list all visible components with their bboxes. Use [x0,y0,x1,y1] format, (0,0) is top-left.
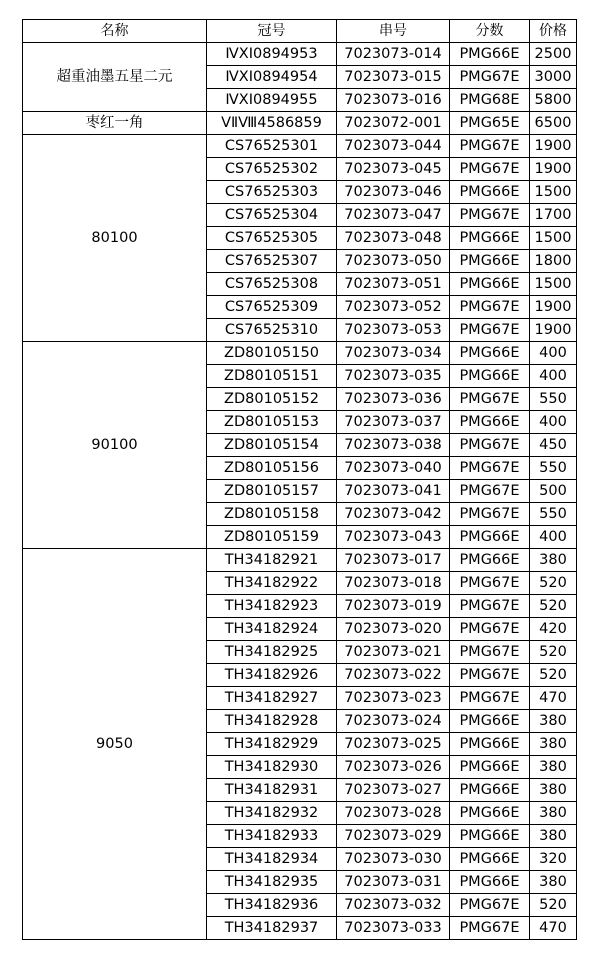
grade-cell: PMG67E [450,503,530,526]
prefix-cell: ZD80105152 [207,388,337,411]
grade-cell: PMG67E [450,618,530,641]
grade-cell: PMG66E [450,848,530,871]
grade-cell: PMG66E [450,43,530,66]
grade-cell: PMG68E [450,89,530,112]
price-cell: 1500 [530,273,577,296]
table-row [23,135,577,158]
price-cell: 400 [530,365,577,388]
header-row [23,20,577,43]
grade-cell: PMG66E [450,227,530,250]
grade-cell: PMG66E [450,526,530,549]
price-cell: 450 [530,434,577,457]
price-cell: 1900 [530,319,577,342]
serial-cell: 7023073-040 [337,457,450,480]
serial-cell: 7023073-035 [337,365,450,388]
header-prefix: 冠号 [207,20,337,43]
table-row [23,342,577,365]
prefix-cell: TH34182926 [207,664,337,687]
serial-cell: 7023073-027 [337,779,450,802]
grade-cell: PMG66E [450,871,530,894]
prefix-cell: CS76525310 [207,319,337,342]
banknote-price-table [22,19,577,940]
grade-cell: PMG67E [450,319,530,342]
serial-cell: 7023073-052 [337,296,450,319]
prefix-cell: CS76525303 [207,181,337,204]
price-cell: 420 [530,618,577,641]
grade-cell: PMG66E [450,756,530,779]
price-cell: 520 [530,572,577,595]
serial-cell: 7023073-024 [337,710,450,733]
prefix-cell: ZD80105158 [207,503,337,526]
prefix-cell: TH34182935 [207,871,337,894]
price-cell: 550 [530,503,577,526]
prefix-cell: CS76525307 [207,250,337,273]
price-cell: 550 [530,457,577,480]
prefix-cell: ⅤⅡⅧ4586859 [207,112,337,135]
price-cell: 380 [530,756,577,779]
grade-cell: PMG66E [450,733,530,756]
serial-cell: 7023073-016 [337,89,450,112]
grade-cell: PMG67E [450,595,530,618]
prefix-cell: TH34182929 [207,733,337,756]
grade-cell: PMG66E [450,273,530,296]
price-cell: 1700 [530,204,577,227]
price-cell: 5800 [530,89,577,112]
serial-cell: 7023073-046 [337,181,450,204]
header-serial: 串号 [337,20,450,43]
price-cell: 400 [530,411,577,434]
serial-cell: 7023073-014 [337,43,450,66]
table-row [23,112,577,135]
table-row [23,549,577,572]
price-cell: 320 [530,848,577,871]
prefix-cell: CS76525302 [207,158,337,181]
prefix-cell: ZD80105154 [207,434,337,457]
serial-cell: 7023073-050 [337,250,450,273]
serial-cell: 7023073-023 [337,687,450,710]
prefix-cell: TH34182931 [207,779,337,802]
grade-cell: PMG65E [450,112,530,135]
price-cell: 1900 [530,135,577,158]
serial-cell: 7023073-031 [337,871,450,894]
price-cell: 6500 [530,112,577,135]
grade-cell: PMG67E [450,434,530,457]
price-cell: 380 [530,871,577,894]
prefix-cell: TH34182922 [207,572,337,595]
grade-cell: PMG66E [450,710,530,733]
price-cell: 380 [530,802,577,825]
grade-cell: PMG67E [450,66,530,89]
grade-cell: PMG67E [450,572,530,595]
table-body [23,43,577,940]
prefix-cell: TH34182933 [207,825,337,848]
price-cell: 520 [530,664,577,687]
serial-cell: 7023073-047 [337,204,450,227]
price-cell: 470 [530,917,577,940]
prefix-cell: ZD80105151 [207,365,337,388]
prefix-cell: TH34182936 [207,894,337,917]
serial-cell: 7023073-017 [337,549,450,572]
price-cell: 1500 [530,181,577,204]
serial-cell: 7023073-033 [337,917,450,940]
serial-cell: 7023072-001 [337,112,450,135]
grade-cell: PMG66E [450,549,530,572]
prefix-cell: CS76525308 [207,273,337,296]
serial-cell: 7023073-032 [337,894,450,917]
serial-cell: 7023073-034 [337,342,450,365]
prefix-cell: ZD80105159 [207,526,337,549]
group-name-cell: 9050 [23,549,207,940]
price-cell: 520 [530,641,577,664]
prefix-cell: TH34182937 [207,917,337,940]
prefix-cell: TH34182923 [207,595,337,618]
price-cell: 2500 [530,43,577,66]
prefix-cell: CS76525304 [207,204,337,227]
serial-cell: 7023073-038 [337,434,450,457]
serial-cell: 7023073-044 [337,135,450,158]
grade-cell: PMG66E [450,342,530,365]
price-cell: 520 [530,894,577,917]
prefix-cell: TH34182928 [207,710,337,733]
price-cell: 400 [530,526,577,549]
serial-cell: 7023073-025 [337,733,450,756]
prefix-cell: ZD80105150 [207,342,337,365]
header-grade: 分数 [450,20,530,43]
grade-cell: PMG67E [450,158,530,181]
price-cell: 520 [530,595,577,618]
grade-cell: PMG67E [450,480,530,503]
serial-cell: 7023073-028 [337,802,450,825]
price-cell: 400 [530,342,577,365]
price-cell: 1500 [530,227,577,250]
serial-cell: 7023073-036 [337,388,450,411]
prefix-cell: TH34182925 [207,641,337,664]
grade-cell: PMG67E [450,894,530,917]
serial-cell: 7023073-053 [337,319,450,342]
group-name-cell: 90100 [23,342,207,549]
prefix-cell: TH34182930 [207,756,337,779]
serial-cell: 7023073-020 [337,618,450,641]
header-price: 价格 [530,20,577,43]
header-name: 名称 [23,20,207,43]
grade-cell: PMG66E [450,250,530,273]
price-cell: 380 [530,825,577,848]
prefix-cell: CS76525309 [207,296,337,319]
grade-cell: PMG67E [450,687,530,710]
price-cell: 470 [530,687,577,710]
serial-cell: 7023073-042 [337,503,450,526]
price-cell: 3000 [530,66,577,89]
grade-cell: PMG67E [450,917,530,940]
serial-cell: 7023073-022 [337,664,450,687]
prefix-cell: ZD80105157 [207,480,337,503]
serial-cell: 7023073-051 [337,273,450,296]
prefix-cell: CS76525301 [207,135,337,158]
group-name-cell: 枣红一角 [23,112,207,135]
serial-cell: 7023073-041 [337,480,450,503]
serial-cell: 7023073-045 [337,158,450,181]
price-cell: 380 [530,710,577,733]
serial-cell: 7023073-026 [337,756,450,779]
grade-cell: PMG66E [450,411,530,434]
price-cell: 1900 [530,296,577,319]
group-name-cell: 超重油墨五星二元 [23,43,207,112]
price-cell: 500 [530,480,577,503]
grade-cell: PMG67E [450,296,530,319]
serial-cell: 7023073-018 [337,572,450,595]
grade-cell: PMG66E [450,181,530,204]
prefix-cell: ZD80105153 [207,411,337,434]
serial-cell: 7023073-030 [337,848,450,871]
grade-cell: PMG67E [450,135,530,158]
grade-cell: PMG66E [450,365,530,388]
serial-cell: 7023073-021 [337,641,450,664]
serial-cell: 7023073-048 [337,227,450,250]
group-name-cell: 80100 [23,135,207,342]
prefix-cell: TH34182932 [207,802,337,825]
price-cell: 380 [530,549,577,572]
prefix-cell: TH34182927 [207,687,337,710]
price-cell: 550 [530,388,577,411]
grade-cell: PMG67E [450,388,530,411]
grade-cell: PMG67E [450,457,530,480]
prefix-cell: ⅣⅩⅠ0894954 [207,66,337,89]
grade-cell: PMG66E [450,779,530,802]
grade-cell: PMG67E [450,204,530,227]
prefix-cell: CS76525305 [207,227,337,250]
table-row [23,43,577,66]
prefix-cell: TH34182921 [207,549,337,572]
price-cell: 1900 [530,158,577,181]
prefix-cell: TH34182924 [207,618,337,641]
prefix-cell: TH34182934 [207,848,337,871]
price-cell: 1800 [530,250,577,273]
prefix-cell: ZD80105156 [207,457,337,480]
grade-cell: PMG67E [450,641,530,664]
serial-cell: 7023073-029 [337,825,450,848]
price-cell: 380 [530,779,577,802]
grade-cell: PMG66E [450,802,530,825]
serial-cell: 7023073-037 [337,411,450,434]
grade-cell: PMG67E [450,664,530,687]
grade-cell: PMG66E [450,825,530,848]
prefix-cell: ⅣⅩⅠ0894955 [207,89,337,112]
prefix-cell: ⅣⅩⅠ0894953 [207,43,337,66]
serial-cell: 7023073-019 [337,595,450,618]
serial-cell: 7023073-015 [337,66,450,89]
price-cell: 380 [530,733,577,756]
serial-cell: 7023073-043 [337,526,450,549]
